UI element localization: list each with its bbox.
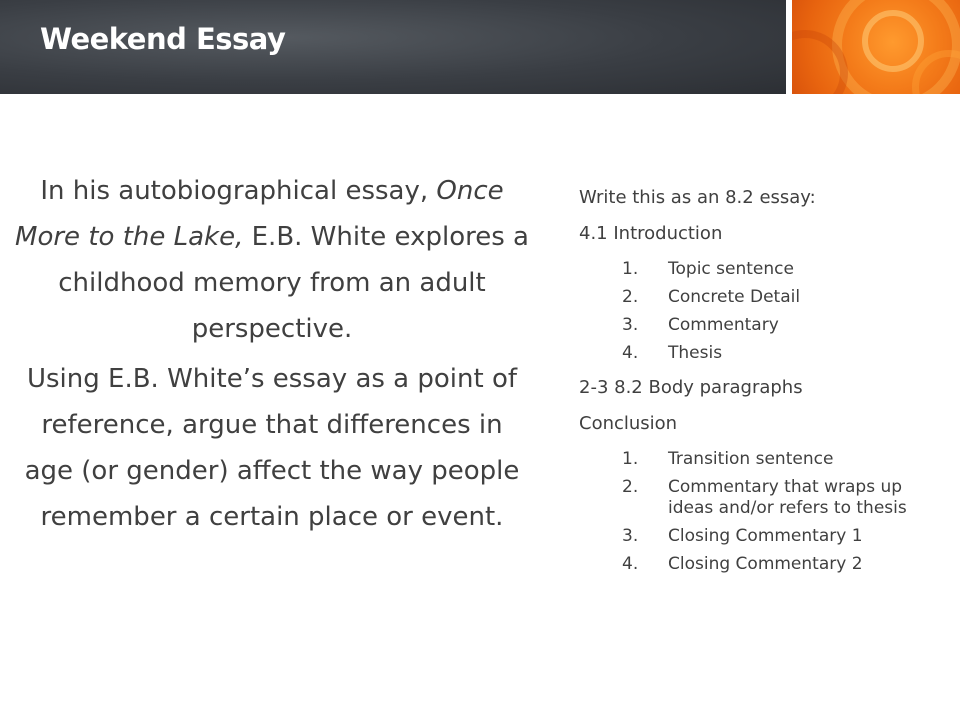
title-bar bbox=[0, 0, 960, 94]
prompt-text: In his autobiographical essay, bbox=[40, 176, 437, 206]
list-item-text: Topic sentence bbox=[668, 259, 794, 279]
introduction-heading: 4.1 Introduction bbox=[579, 223, 723, 244]
conclusion-list bbox=[579, 449, 949, 575]
prompt-text: E.B. White explores a childhood memory from an adult perspective. bbox=[58, 222, 529, 344]
list-item bbox=[579, 343, 949, 364]
list-number: 1. bbox=[622, 449, 639, 469]
list-item bbox=[579, 554, 949, 575]
prompt-paragraph-2: Using E.B. White’s essay as a point of reference, argue that differences in age (or gender) affect the way people remember a certain place or event. bbox=[24, 364, 520, 532]
body-paragraphs-heading: 2-3 8.2 Body paragraphs bbox=[579, 377, 803, 398]
list-number: 2. bbox=[622, 287, 639, 307]
slide-title: Weekend Essay bbox=[40, 22, 286, 56]
decorative-ring bbox=[862, 10, 924, 72]
list-item-text: Closing Commentary 1 bbox=[668, 526, 863, 546]
list-item bbox=[579, 259, 949, 280]
decorative-orange-panel bbox=[792, 0, 960, 94]
list-number: 4. bbox=[622, 343, 639, 363]
list-item-text: Commentary that wraps up ideas and/or refers to thesis bbox=[668, 477, 907, 518]
list-item bbox=[579, 477, 919, 519]
list-number: 3. bbox=[622, 315, 639, 335]
list-item-text: Concrete Detail bbox=[668, 287, 801, 307]
list-item bbox=[579, 526, 949, 547]
list-item bbox=[579, 315, 949, 336]
introduction-list bbox=[579, 259, 949, 364]
list-item-text: Commentary bbox=[668, 315, 779, 335]
conclusion-heading: Conclusion bbox=[579, 413, 678, 434]
outline-intro-line: Write this as an 8.2 essay: bbox=[579, 187, 816, 208]
list-item bbox=[579, 287, 949, 308]
essay-outline bbox=[579, 180, 949, 581]
list-item-text: Closing Commentary 2 bbox=[668, 554, 863, 574]
list-item bbox=[579, 449, 949, 470]
prompt-paragraph-1 bbox=[14, 168, 530, 352]
list-item-text: Transition sentence bbox=[668, 449, 834, 469]
list-number: 4. bbox=[622, 554, 639, 574]
essay-title-italic: Once More to the Lake, bbox=[15, 176, 504, 252]
list-number: 3. bbox=[622, 526, 639, 546]
essay-prompt bbox=[14, 168, 530, 540]
list-item-text: Thesis bbox=[668, 343, 723, 363]
list-number: 2. bbox=[622, 477, 639, 497]
list-number: 1. bbox=[622, 259, 639, 279]
